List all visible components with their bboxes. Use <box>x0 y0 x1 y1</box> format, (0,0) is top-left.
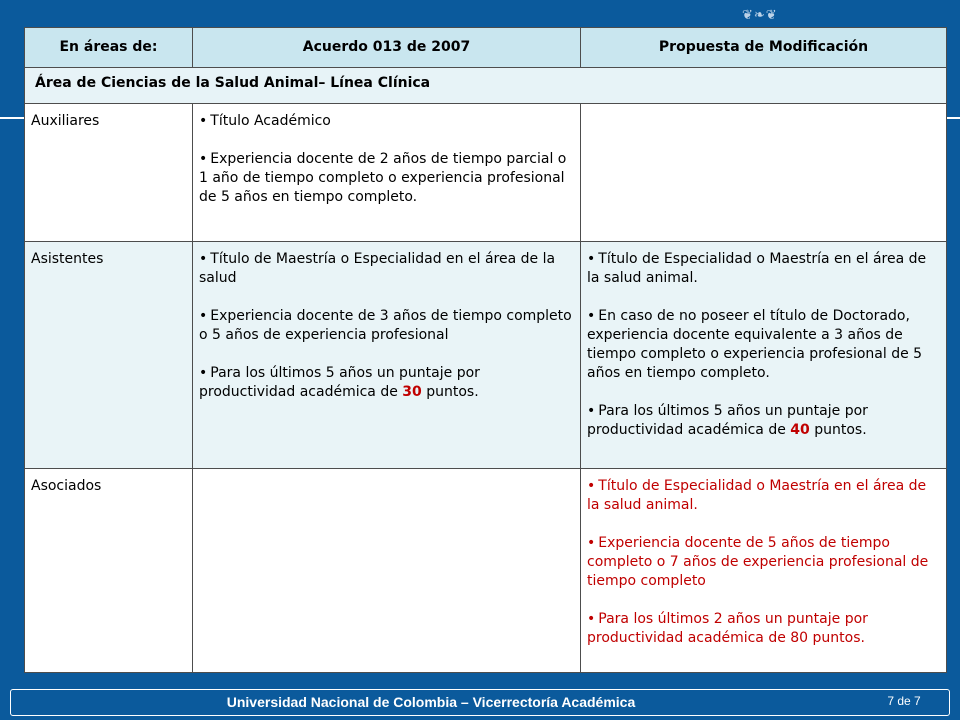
comparison-table <box>24 27 947 673</box>
page-number: 7 de 7 <box>887 694 921 708</box>
cell-propuesta-asistentes <box>581 242 947 469</box>
row-label-auxiliares: Auxiliares <box>25 104 193 242</box>
highlight-score-30: 30 <box>402 384 422 400</box>
row-label-asistentes: Asistentes <box>25 242 193 469</box>
university-logo-icon: ❦❧❦ <box>742 8 778 23</box>
list-item: • Título de Especialidad o Maestría en el área de la salud animal. <box>587 477 940 515</box>
table-row <box>25 104 947 242</box>
list-item: • Experiencia docente de 3 años de tiempo completo o 5 años de experiencia profesional <box>199 307 574 345</box>
row-label-asociados: Asociados <box>25 469 193 673</box>
list-item: • Experiencia docente de 5 años de tiempo completo o 7 años de experiencia profesional de tiempo completo <box>587 534 940 591</box>
column-header-acuerdo: Acuerdo 013 de 2007 <box>193 28 581 68</box>
table-row <box>25 469 947 673</box>
footer-bar <box>10 689 950 716</box>
decorative-line-right <box>946 117 960 119</box>
section-title: Área de Ciencias de la Salud Animal– Línea Clínica <box>25 68 947 104</box>
table-header-row <box>25 28 947 68</box>
highlight-score-40: 40 <box>790 422 810 438</box>
list-item-text: Para los últimos 5 años un puntaje por productividad académica de <box>587 403 868 438</box>
cell-acuerdo-auxiliares <box>193 104 581 242</box>
section-title-row <box>25 68 947 104</box>
column-header-propuesta: Propuesta de Modificación <box>581 28 947 68</box>
list-item: • Para los últimos 2 años un puntaje por productividad académica de 80 puntos. <box>587 610 940 648</box>
list-item: • Experiencia docente de 2 años de tiempo parcial o 1 año de tiempo completo o experiencia profesional de 5 años en tiempo completo. <box>199 150 574 207</box>
list-item <box>587 402 940 440</box>
table-row <box>25 242 947 469</box>
footer-title: Universidad Nacional de Colombia – Vicerrectoría Académica <box>226 694 636 710</box>
list-item: • Título de Especialidad o Maestría en el área de la salud animal. <box>587 250 940 288</box>
column-header-areas: En áreas de: <box>25 28 193 68</box>
list-item-text: puntos. <box>809 422 867 438</box>
cell-acuerdo-asociados <box>193 469 581 673</box>
decorative-line-left <box>0 117 24 119</box>
list-item: • Título Académico <box>199 112 574 131</box>
list-item-text: puntos. <box>421 384 479 400</box>
list-item <box>199 364 574 402</box>
list-item: • Título de Maestría o Especialidad en el área de la salud <box>199 250 574 288</box>
cell-acuerdo-asistentes <box>193 242 581 469</box>
cell-propuesta-asociados <box>581 469 947 673</box>
list-item-text: Para los últimos 5 años un puntaje por productividad académica de <box>199 365 480 400</box>
cell-propuesta-auxiliares <box>581 104 947 242</box>
list-item: • En caso de no poseer el título de Doctorado, experiencia docente equivalente a 3 años de tiempo completo o experiencia profesional de 5 años en tiempo completo. <box>587 307 940 383</box>
